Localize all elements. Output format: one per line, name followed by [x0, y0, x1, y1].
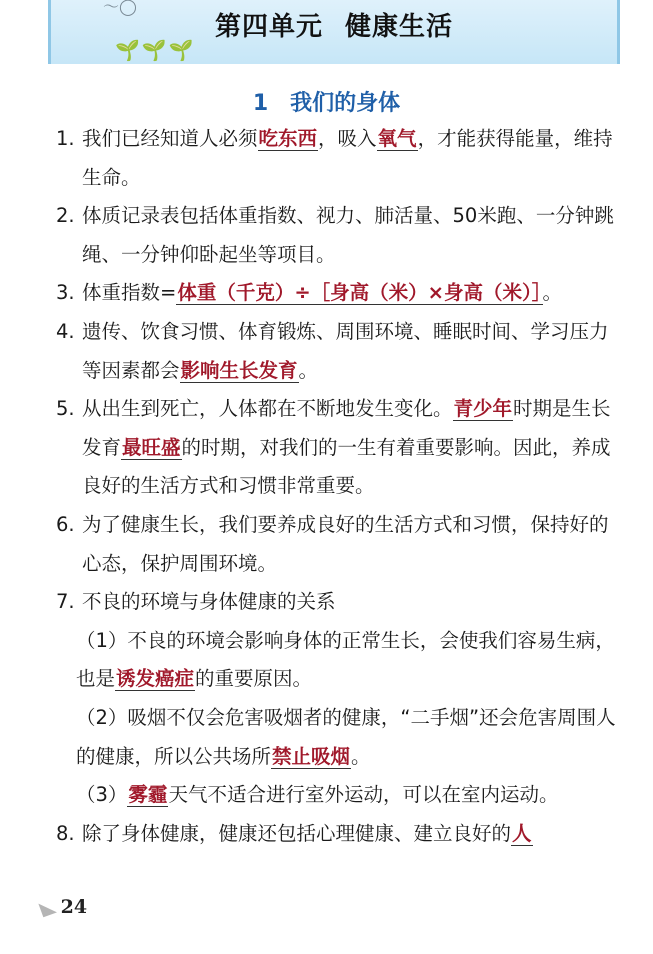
- notes-list: [56, 120, 621, 853]
- item-number: 8.: [56, 821, 75, 845]
- note-item: [56, 120, 621, 197]
- note-text: 为了健康生长，我们要养成良好的生活方式和习惯，保持好的心态，保护周围环境。: [82, 512, 609, 575]
- sprouts-icon: 🌱🌱🌱: [115, 38, 196, 62]
- note-item: [56, 815, 621, 854]
- note-text: （1）不良的环境会影响身体的正常生长，会使我们容易生病，也是: [76, 628, 615, 691]
- note-text: （3）: [76, 783, 128, 807]
- note-text: 除了身体健康，健康还包括心理健康、建立良好的: [82, 821, 512, 845]
- lesson-title: [0, 86, 653, 117]
- note-text: ，吸入: [318, 127, 377, 150]
- unit-label: 第四单元: [214, 12, 323, 42]
- item-number: 7.: [56, 590, 75, 614]
- item-number: 1.: [56, 127, 75, 150]
- answer-text: 人: [512, 821, 532, 845]
- answer-text: 雾霾: [128, 783, 168, 807]
- note-item: [56, 390, 621, 506]
- note-text: 体质记录表包括体重指数、视力、肺活量、50米跑、一分钟跳绳、一分钟仰卧起坐等项目。: [82, 204, 614, 266]
- note-item: [56, 313, 621, 390]
- item-number: 2.: [56, 204, 75, 228]
- unit-topic: 健康生活: [345, 12, 454, 42]
- note-text: 。: [542, 281, 563, 305]
- note-text: 体重指数=: [82, 281, 177, 305]
- answer-text: 最旺盛: [122, 435, 181, 459]
- note-text: 不良的环境与身体健康的关系: [82, 590, 336, 614]
- note-item: [56, 274, 621, 313]
- note-item: [56, 583, 621, 622]
- answer-text: 禁止吸烟: [272, 744, 351, 768]
- note-text: 的重要原因。: [195, 667, 313, 691]
- note-item: [56, 197, 621, 274]
- lesson-name: 我们的身体: [290, 91, 401, 116]
- answer-text: 诱发癌症: [116, 667, 195, 691]
- note-text: 时期是生长发育: [82, 397, 611, 459]
- swirl-decoration-icon: 〜◯: [103, 0, 137, 16]
- item-number: 4.: [56, 319, 75, 343]
- answer-text: 体重（千克）÷［身高（米）×身高（米）］: [177, 281, 542, 305]
- note-text: 。: [351, 744, 371, 768]
- note-text: 我们已经知道人必须: [82, 127, 258, 150]
- answer-text: 氧气: [377, 127, 417, 150]
- paper-plane-icon: ◣: [36, 894, 58, 920]
- note-item: [56, 506, 621, 583]
- page-footer: [36, 894, 88, 920]
- page-number: 24: [60, 896, 88, 918]
- note-text: 的时期，对我们的一生有着重要影响。因此，养成良好的生活方式和习惯非常重要。: [82, 435, 611, 498]
- note-text: 遗传、饮食习惯、体育锻炼、周围环境、睡眠时间、学习压力等因素都会: [82, 319, 609, 382]
- sub-note-item: [56, 776, 621, 815]
- note-text: 天气不适合进行室外运动，可以在室内运动。: [168, 783, 559, 807]
- unit-banner: [48, 0, 620, 64]
- item-number: 6.: [56, 512, 75, 536]
- note-text: 。: [298, 358, 319, 382]
- lesson-number: 1: [252, 91, 269, 116]
- note-text: ，才能获得能量，维持生命。: [82, 127, 613, 189]
- answer-text: 影响生长发育: [180, 358, 298, 382]
- note-text: 从出生到死亡，人体都在不断地发生变化。: [82, 397, 453, 421]
- sub-note-item: [56, 622, 621, 699]
- answer-text: 青少年: [453, 397, 513, 421]
- answer-text: 吃东西: [258, 127, 318, 150]
- item-number: 5.: [56, 397, 75, 421]
- item-number: 3.: [56, 281, 75, 305]
- sub-note-item: [56, 699, 621, 776]
- note-text: （2）吸烟不仅会危害吸烟者的健康，“二手烟”还会危害周围人的健康，所以公共场所: [76, 705, 616, 768]
